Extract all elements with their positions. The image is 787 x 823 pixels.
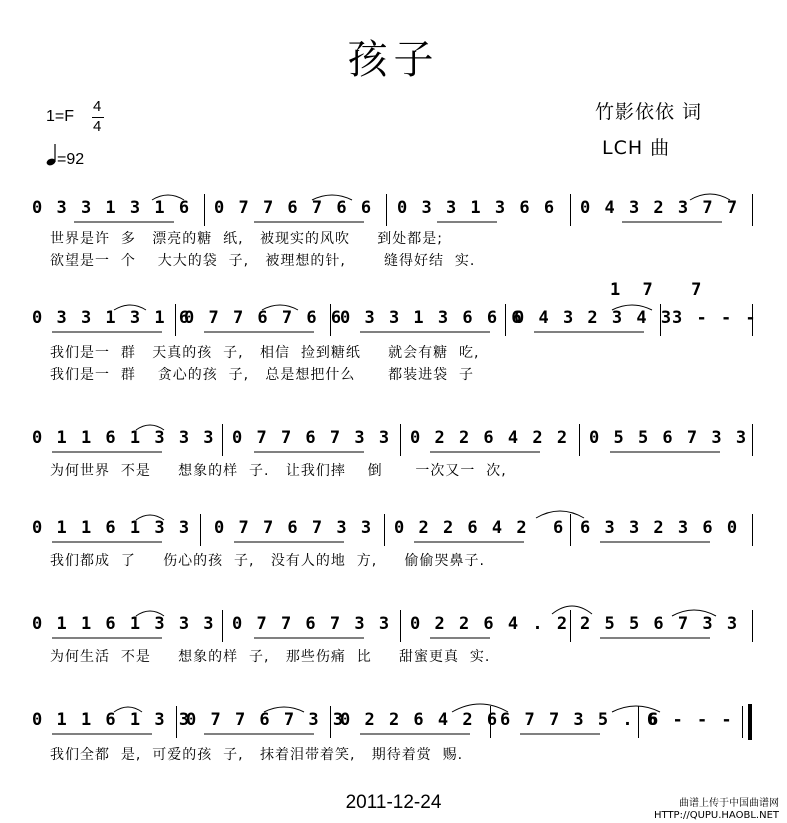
- measure: 0 2 2 6 4 2 6: [394, 518, 566, 538]
- measure: 0 4 3 2 3 4 3: [514, 308, 674, 328]
- measure: 6 - - -: [648, 710, 734, 730]
- measure: 6 3 3 2 3 6 0: [580, 518, 740, 538]
- slur-marks: [32, 418, 754, 458]
- composer-credit: LCH 曲: [602, 137, 671, 159]
- upper-voice-notes: 1 7 7: [610, 280, 708, 300]
- lyric-line-1: 我们全都 是, 可爱的孩 子, 抹着泪带着笑, 期待着赏 赐.: [50, 747, 464, 763]
- slur-marks: [32, 604, 754, 644]
- measure: 0 1 1 6 1 3 3 3: [32, 614, 216, 634]
- measure: 0 1 1 6 1 3 3: [32, 518, 192, 538]
- measure: 0 2 2 6 4 2 6: [340, 710, 500, 730]
- lyric-line-1: 为何生活 不是 想象的样 子, 那些伤痛 比 甜蜜更真 实.: [50, 649, 491, 665]
- measure: 0 7 7 6 7 3 3: [232, 614, 392, 634]
- quarter-note-icon: [46, 142, 56, 166]
- notes-row: [32, 188, 754, 228]
- watermark-line-1: 曲谱上传于中国曲谱网: [679, 798, 779, 809]
- lyric-line-2: 欲望是一 个 大大的袋 子, 被理想的针, 缝得好结 实.: [50, 253, 476, 269]
- notes-row: [32, 604, 754, 644]
- measure: 3 - - -: [672, 308, 758, 328]
- measure: 0 1 1 6 1 3 3: [32, 710, 192, 730]
- lyric-line-1: 我们是一 群 天真的孩 子, 相信 捡到糖纸 就会有糖 吃,: [50, 345, 480, 361]
- measure: 0 3 3 1 3 6 6 6: [340, 308, 524, 328]
- tempo-marking: =92: [57, 151, 85, 168]
- notes-row: [32, 418, 754, 458]
- measure: 0 3 3 1 3 1 6: [32, 308, 192, 328]
- song-title: 孩子: [347, 37, 440, 83]
- measure: 0 7 7 6 7 3 3: [232, 428, 392, 448]
- measure: 0 7 7 6 7 3 3: [214, 518, 374, 538]
- notes-row: [32, 298, 758, 338]
- lyric-line-1: 世界是许 多 漂亮的糖 纸, 被现实的风吹 到处都是;: [50, 231, 443, 247]
- lyric-line-2: 我们是一 群 贪心的孩 子, 总是想把什么 都装进袋 子: [50, 367, 475, 383]
- slur-marks: [32, 298, 754, 338]
- measure: 0 3 3 1 3 6 6: [397, 198, 557, 218]
- measure: 0 7 7 6 7 6 6: [184, 308, 344, 328]
- lyric-line-1: 为何世界 不是 想象的样 子. 让我们摔 倒 一次又一 次,: [50, 463, 507, 479]
- slur-marks: [32, 508, 754, 548]
- time-signature-top: 4: [93, 98, 102, 115]
- lyricist-credit: 竹影依依 词: [595, 101, 703, 123]
- slur-marks: [32, 188, 754, 228]
- measure: 0 2 2 6 4 . 2: [410, 614, 570, 634]
- slur-marks: [32, 700, 754, 740]
- measure: 0 7 7 6 7 6 6: [214, 198, 374, 218]
- time-signature-bottom: 4: [93, 118, 102, 135]
- measure: 0 1 1 6 1 3 3 3: [32, 428, 216, 448]
- watermark: [654, 798, 779, 822]
- date: 2011-12-24: [345, 792, 442, 813]
- measure: 0 2 2 6 4 2 2: [410, 428, 570, 448]
- notes-row: [32, 508, 754, 548]
- measure: 0 3 3 1 3 1 6: [32, 198, 192, 218]
- measure: 0 5 5 6 7 3 3: [589, 428, 749, 448]
- measure: 2 5 5 6 7 3 3: [580, 614, 740, 634]
- measure: 0 7 7 6 7 3 3: [186, 710, 346, 730]
- notes-row: [32, 700, 754, 740]
- measure: 6 7 7 3 5 . 6: [500, 710, 660, 730]
- watermark-line-2: HTTP://QUPU.HAOBL.NET: [654, 810, 779, 821]
- key-signature: 1=F: [46, 108, 75, 125]
- measure: 0 4 3 2 3 7 7: [580, 198, 740, 218]
- lyric-line-1: 我们都成 了 伤心的孩 子, 没有人的地 方, 偷偷哭鼻子.: [50, 553, 485, 569]
